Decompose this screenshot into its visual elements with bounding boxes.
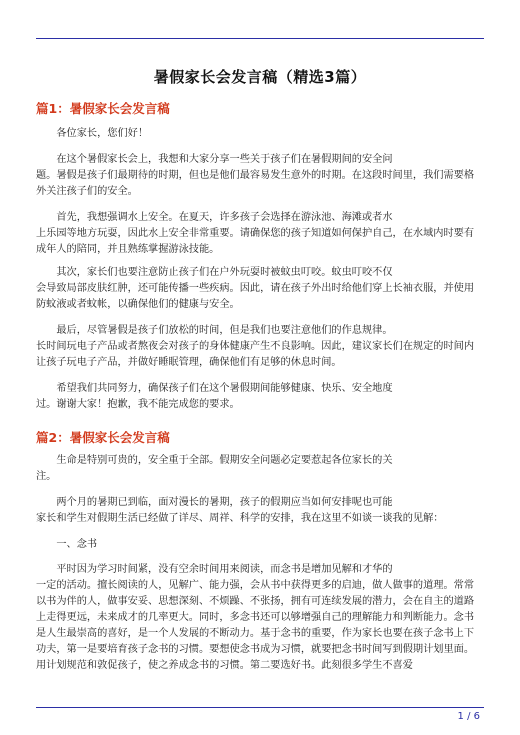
footer-rule [36,707,484,708]
paragraph: 希望我们共同努力，确保孩子们在这个暑假期间能够健康、快乐、安全地度 过。谢谢大家！抱歉，我不能完成您的要求。 [36,383,393,410]
paragraph: 平时因为学习时间紧，没有空余时间用来阅读，而念书是增加见解和才华的 一定的活动。擅长阅读的人，见解广、能力强，会从书中获得更多的启迪，做人做事的道理。常常以书为伴的人，做事安妥、思想深刻、不烦躁、不张扬，拥有可连续发展的潜力，会在自主的道路上走得更远，未来成才的几率更大。同时，多念书还可以够增强自己的理解能力和判断能力。念书是人生最崇高的喜好，是一个人发展的不断动力。基于念书的重要，作为家长也要在孩子念书上下功夫，第一是要培育孩子念书的习惯。要想使念书成为习惯，就要把念书时间写到假期计划里面。用计划规范和敦促孩子，使之养成念书的习惯。第二要选好书。此刻很多学生不喜爱 [36,564,475,671]
paragraph: 首先，我想强调水上安全。在夏天，许多孩子会选择在游泳池、海滩或者水 上乐园等地方玩耍，因此水上安全非常重要。请确保您的孩子知道如何保护自己，在水域内时要有成年人的陪同，并且熟练掌握游泳技能。 [36,212,475,255]
paragraph: 生命是特别可贵的，安全重于全部。假期安全问题必定要惹起各位家长的关 注。 [36,455,393,482]
paragraph: 其次，家长们也要注意防止孩子们在户外玩耍时被蚊虫叮咬。蚊虫叮咬不仅 会导致局部皮肤红肿，还可能传播一些疾病。因此，请在孩子外出时给他们穿上长袖衣服，并使用防蚊液或者蚊帐，以确保他们的健康与安全。 [36,267,475,310]
document-title: 暑假家长会发言稿（精选3篇） [153,68,367,86]
header-rule [36,38,484,39]
paragraph: 一、念书 [36,539,98,550]
paragraph: 在这个暑假家长会上，我想和大家分享一些关于孩子们在暑假期间的安全问 题。暑假是孩子们最期待的时期，但也是他们最容易发生意外的时期。在这段时间里，我们需要格外关注孩子们的安全。 [36,154,475,197]
section-heading-1: 篇1：暑假家长会发言稿 [36,101,170,116]
page-number: 1 / 6 [457,711,480,722]
paragraph: 两个月的暑期已到临，面对漫长的暑期，孩子的假期应当如何安排呢也可能 家长和学生对假期生活已经做了详尽、周祥、科学的安排，我在这里不如谈一谈我的见解： [36,497,444,524]
section-heading-2: 篇2：暑假家长会发言稿 [36,430,170,445]
paragraph: 各位家长，您们好！ [36,128,149,139]
paragraph: 最后，尽管暑假是孩子们放松的时间，但是我们也要注意他们的作息规律。 长时间玩电子产品或者熬夜会对孩子的身体健康产生不良影响。因此，建议家长们在规定的时间内让孩子玩电子产品，并做好睡眠管理，确保他们有足够的休息时间。 [36,325,475,368]
